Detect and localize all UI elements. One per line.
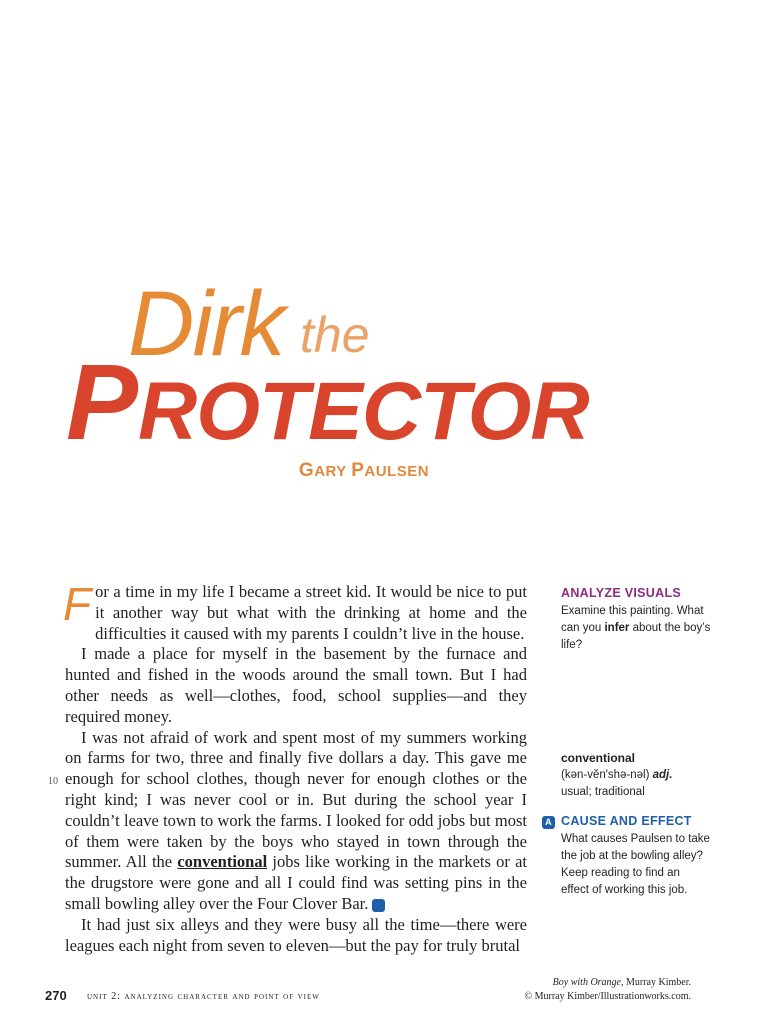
line-number: 10 — [48, 776, 58, 787]
author-name — [0, 460, 728, 482]
paragraph-1 — [63, 578, 527, 644]
drop-cap: F — [63, 578, 92, 630]
author-cap-p: P — [351, 460, 365, 481]
analyze-visuals-text — [561, 603, 711, 654]
author-rest-aulsen: AULSEN — [364, 463, 430, 480]
vocab-definition: usual; traditional — [561, 786, 645, 798]
title-the: the — [300, 307, 370, 363]
paragraph-2: I made a place for myself in the basement by the furnace and hunted and fished in the woods around the small town. But I had other needs as well—clothes, food, school supplies—and they required money. — [65, 644, 527, 726]
vocab-word-conventional[interactable]: conventional — [177, 852, 268, 872]
title-protector-cap: P — [66, 341, 139, 462]
cause-effect-badge: A — [542, 816, 555, 829]
vocab-pronunciation — [561, 767, 711, 784]
cause-effect-marker[interactable]: A — [372, 899, 385, 912]
footer-unit-text: unit 2: analyzing character and point of view — [87, 991, 320, 1002]
vocabulary-note — [561, 750, 711, 801]
vocab-term: conventional — [561, 751, 636, 765]
analyze-keyword-infer: infer — [604, 622, 630, 634]
analyze-text-after: about the boy’s life? — [561, 622, 711, 651]
author-rest-ary: ARY — [314, 463, 352, 480]
vocab-pron-text: (kən-vĕn′shə-nəl) — [561, 769, 653, 781]
analyze-text-before: Examine this painting. What can you — [561, 605, 704, 634]
cause-effect-text: What causes Paulsen to take the job at the bowling alley? Keep reading to find an effect of working this job. — [561, 833, 710, 896]
caption-line-1 — [525, 976, 691, 990]
title-dirk: Dirk — [128, 273, 284, 375]
author-cap-g: G — [298, 460, 315, 481]
paragraph-3-text-after: jobs like working in the markets or at the drugstore were gone and all I could find was setting pins in the small bowling alley over the Four Clover Bar. — [65, 852, 527, 913]
analyze-visuals-heading: ANALYZE VISUALS — [561, 586, 682, 600]
paragraph-3 — [65, 728, 527, 915]
paragraph-1-text: or a time in my life I became a street kid. It would be nice to put it another way but what with the drinking at home and the difficulties it caused with my parents I couldn’t live in the house. — [95, 582, 527, 643]
cause-effect-note — [545, 814, 711, 899]
vocab-part-of-speech: adj. — [652, 769, 673, 781]
caption-artist: Murray Kimber. — [623, 977, 691, 988]
paragraph-4: It had just six alleys and they were busy all the time—there were leagues each night from seven to eleven—but the pay for truly brutal — [65, 914, 527, 955]
cause-effect-heading-text: CAUSE AND EFFECT — [561, 814, 692, 828]
caption-title: Boy with Orange, — [552, 977, 624, 988]
story-body — [63, 578, 527, 956]
paragraph-3-text-before: I was not afraid of work and spent most of my summers working on farms for two, three and finally five dollars a day. This gave me enough for school clothes, though never for enough clothes or the right kind; I was never cool or in. But during the school year I couldn’t leave town to work the farms. I looked for odd jobs but most of them were taken by the boys who stayed in town through the summer. All the — [65, 727, 527, 872]
analyze-visuals-note — [561, 586, 711, 654]
cause-effect-heading — [545, 814, 711, 828]
title-protector-rest: ROTECTOR — [138, 366, 589, 457]
caption-credit: © Murray Kimber/Illustrationworks.com. — [524, 991, 691, 1002]
page-number: 270 — [45, 988, 67, 1003]
image-caption — [525, 976, 691, 1004]
